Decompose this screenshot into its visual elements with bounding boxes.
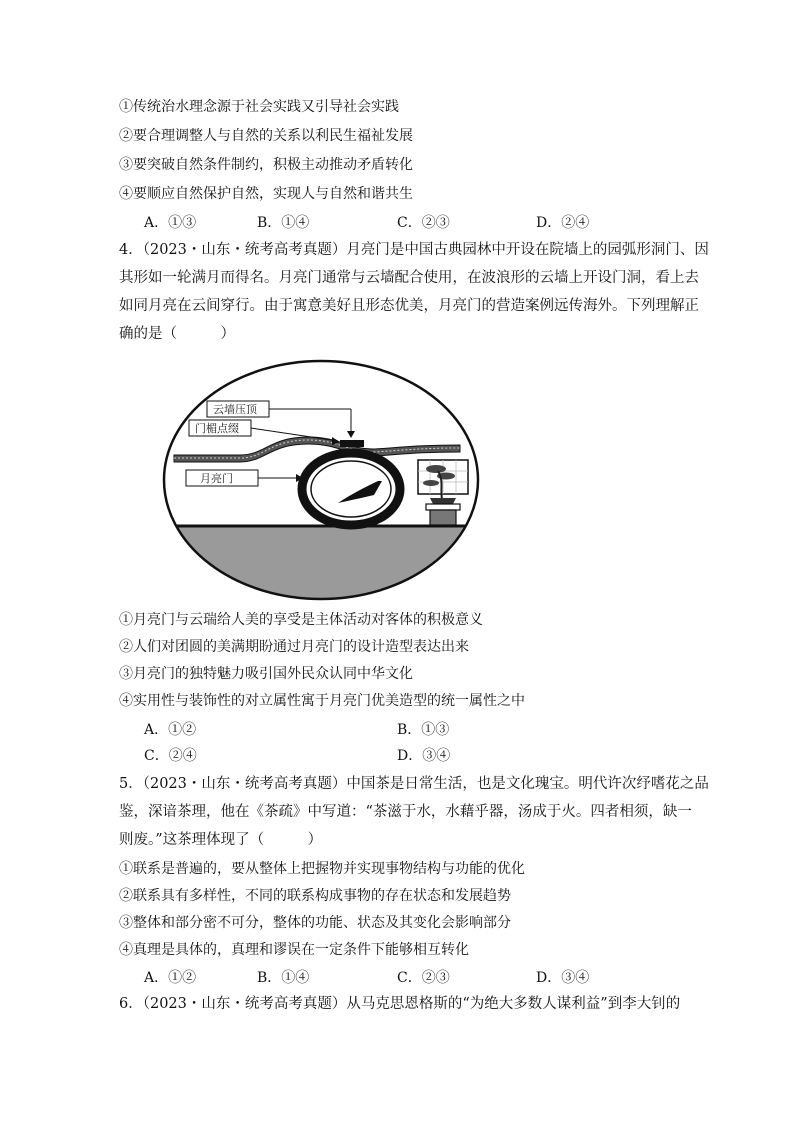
q4-item-1: ①月亮门与云瑞给人美的享受是主体活动对客体的积极意义	[119, 612, 483, 628]
q4-item-3: ③月亮门的独特魅力吸引国外民众认同中华文化	[119, 666, 413, 682]
q5-option-d[interactable]: D．③④	[536, 970, 590, 986]
q3-option-d[interactable]: D．②④	[536, 215, 590, 231]
q4-stem-line-4: 确的是（ ）	[119, 326, 235, 342]
q4-stem-line-2: 其形如一轮满月而得名。月亮门通常与云墙配合使用，在波浪形的云墙上开设门洞，看上去	[119, 270, 699, 286]
q4-options-row-2	[0, 746, 794, 766]
q3-option-c[interactable]: C．②③	[397, 215, 450, 231]
q3-item-4: ④要顺应自然保护自然，实现人与自然和谐共生	[119, 186, 413, 202]
label-moon-gate-text: 月亮门	[200, 472, 233, 485]
q4-options-row-1	[0, 720, 794, 740]
q3-item-2: ②要合理调整人与自然的关系以利民生福祉发展	[119, 128, 413, 144]
q4-option-a[interactable]: A．①②	[144, 722, 197, 738]
q5-option-b[interactable]: B．①④	[257, 970, 310, 986]
q3-item-1: ①传统治水理念源于社会实践又引导社会实践	[119, 99, 399, 115]
q4-stem	[119, 236, 709, 348]
q4-option-d[interactable]: D．③④	[397, 748, 451, 764]
moon-gate-figure	[160, 357, 482, 603]
q5-item-1: ①联系是普遍的，要从整体上把握物并实现事物结构与功能的优化	[119, 861, 525, 877]
label-cloud-wall-text: 云墙压顶	[213, 403, 257, 416]
label-lintel-text: 门楣点缀	[195, 422, 239, 435]
q6-stem-line-1: 6．（2023・山东・统考高考真题）从马克思恩格斯的“为绝大多数人谋利益”到李大钊的	[119, 996, 681, 1012]
q5-stem-line-2: 鉴，深谙茶理，他在《茶疏》中写道：“茶滋于水，水藉乎器，汤成于火。四者相须，缺一	[119, 804, 692, 820]
q3-option-b[interactable]: B．①④	[257, 215, 310, 231]
q5-item-2: ②联系具有多样性，不同的联系构成事物的存在状态和发展趋势	[119, 888, 511, 904]
label-moon-gate	[186, 470, 303, 486]
q5-item-4: ④真理是具体的，真理和谬误在一定条件下能够相互转化	[119, 942, 469, 958]
q5-option-c[interactable]: C．②③	[397, 970, 450, 986]
q5-stem-line-3: 则废。”这茶理体现了（ ）	[119, 832, 323, 848]
bonsai-display	[418, 460, 468, 525]
q4-item-2: ②人们对团圆的美满期盼通过月亮门的设计造型表达出来	[119, 639, 469, 655]
q5-option-a[interactable]: A．①②	[144, 970, 197, 986]
q4-option-b[interactable]: B．①③	[397, 722, 450, 738]
moon-gate-ring	[302, 453, 400, 525]
q4-option-c[interactable]: C．②④	[144, 748, 197, 764]
q5-options	[0, 968, 794, 988]
q4-stem-line-1: 4．（2023・山东・统考高考真题）月亮门是中国古典园林中开设在院墙上的园弧形洞门、因	[119, 242, 709, 258]
q5-stem	[119, 770, 709, 854]
q4-stem-line-3: 如同月亮在云间穿行。由于寓意美好且形态优美，月亮门的营造案例远传海外。下列理解正	[119, 298, 699, 314]
q4-item-4: ④实用性与装饰性的对立属性寓于月亮门优美造型的统一属性之中	[119, 693, 525, 709]
q6-stem	[119, 990, 679, 1018]
q5-stem-line-1: 5．（2023・山东・统考高考真题）中国茶是日常生活，也是文化瑰宝。明代许次纾嗜花之品	[119, 776, 709, 792]
q3-options	[0, 213, 794, 233]
q5-item-3: ③整体和部分密不可分，整体的功能、状态及其变化会影响部分	[119, 915, 511, 931]
ground-area	[160, 526, 482, 603]
q3-item-3: ③要突破自然条件制约，积极主动推动矛盾转化	[119, 157, 413, 173]
lintel-decoration	[340, 440, 364, 447]
q3-option-a[interactable]: A．①③	[144, 215, 197, 231]
